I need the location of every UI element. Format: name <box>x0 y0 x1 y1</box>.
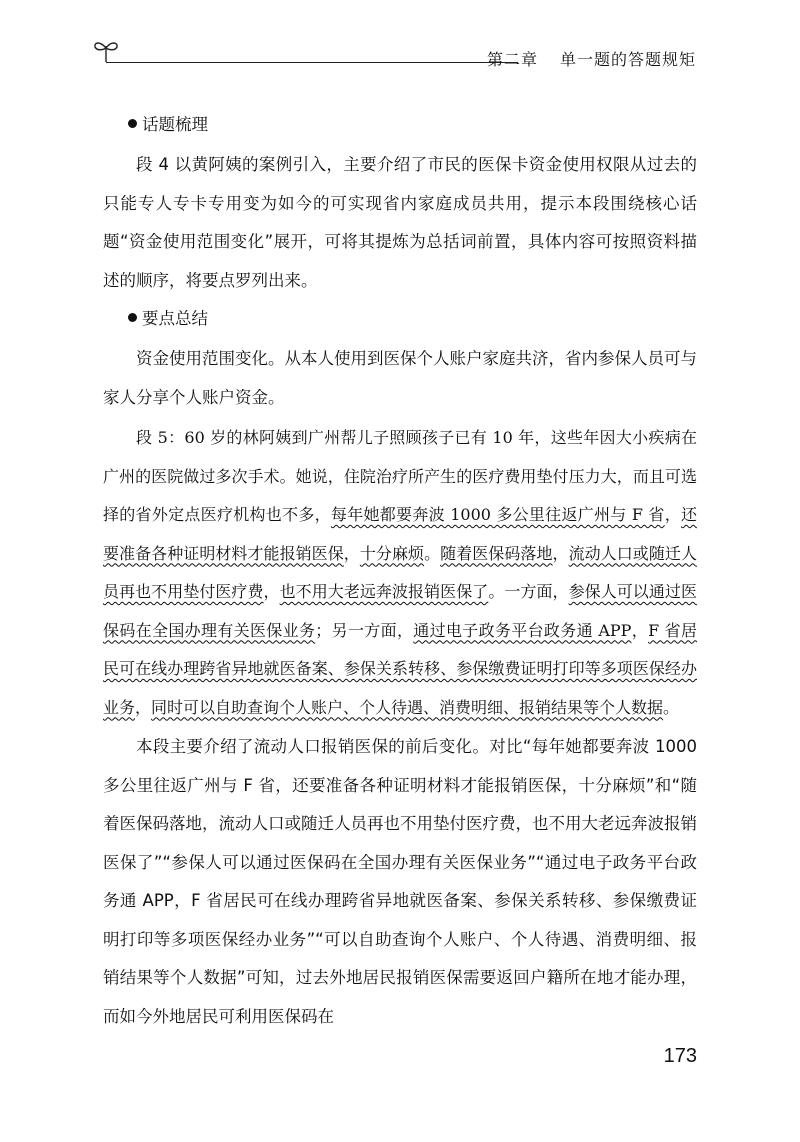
p5-text: ， <box>631 620 649 640</box>
p5-key-phrase: 同时可以自助查询个人账户、个人待遇、消费明细、报销结果等个人数据 <box>151 697 664 717</box>
p5-key-phrase: 也不用大老远奔波报销医保了 <box>279 582 489 601</box>
p5-text: 。 <box>424 543 441 563</box>
p5-key-phrase: 十分麻烦 <box>359 543 425 563</box>
bullet-dot-icon <box>128 119 137 128</box>
analysis-paragraph: 本段主要介绍了流动人口报销医保的前后变化。对比“每年她都要奔波 1000 多公里往返广州与 F 省，还要准备各种证明材料才能报销医保，十分麻烦”和“随着医保码落地，流动人口或随迁人员再也不用垫付医疗费，也不用大老远奔波报销医保了”“参保人可以通过医保码在全国办理有关医保业务”“通过电子政务平台政务通 APP，F 省居民可在线办理跨省异地就医备案、参保关系转移、参保缴费证明打印等多项医保经办业务”“可以自助查询个人账户、个人待遇、消费明细、报销结果等个人数据”可知，过去外地居民报销医保需要返回户籍所在地才能办理，而如今外地居民可利用医保码在 <box>103 737 697 1026</box>
page-number: 173 <box>663 1045 697 1067</box>
p5-text: ， <box>664 505 681 524</box>
summary-paragraph: 资金使用范围变化。从本人使用到医保个人账户家庭共济，省内参保人员可与家人分享个人账户资金。 <box>103 349 697 407</box>
p5-key-phrase: 每年她都要奔波 1000 多公里往返广州与 F 省 <box>330 505 665 524</box>
p5-text: 。 <box>663 697 680 717</box>
p5-key-phrase: 还要准备各种证明材料才能报销医保 <box>103 505 697 563</box>
p5-key-phrase: 流动人口或随迁人员再也不用垫付医疗费 <box>103 543 697 601</box>
bullet-dot-icon <box>128 313 137 322</box>
chapter-name: 单一题的答题规矩 <box>559 50 696 69</box>
chapter-title <box>487 47 696 70</box>
p5-text: 段 5：60 岁的林阿姨到广州帮儿子照顾孩子已有 10 年，这些年因大小疾病在广州的医院做过多次手术。她说，住院治疗所产生的医疗费用垫付压力大，而且可选择的省外定点医疗机构也不多， <box>103 428 697 524</box>
p5-key-phrase: 随着医保码落地 <box>440 543 553 563</box>
summary-heading-text: 要点总结 <box>142 309 208 328</box>
topic-paragraph: 段 4 以黄阿姨的案例引入，主要介绍了市民的医保卡资金使用权限从过去的只能专人专卡专用变为如今的可实现省内家庭成员共用，提示本段围绕核心话题“资金使用范围变化”展开，可将其提炼为总括词前置，具体内容可按照资料描述的顺序，将要点罗列出来。 <box>103 155 697 290</box>
p5-text: 。一方面， <box>488 582 569 601</box>
summary-heading <box>128 309 208 329</box>
p5-text: ， <box>263 582 280 601</box>
topic-heading <box>128 115 208 135</box>
p5-text: ， <box>343 543 360 563</box>
p5-key-phrase: 参保人可以通过医保码在全国办理有关医保业务 <box>103 582 697 640</box>
topic-heading-text: 话题梳理 <box>142 115 208 134</box>
p5-key-phrase: F 省居民可在线办理跨省异地就医备案、参保关系转移、参保缴费证明打印等多项医保经办业务 <box>103 620 697 717</box>
header-rule <box>106 62 518 63</box>
p5-key-phrase: 通过电子政务平台政务通 APP <box>413 620 632 640</box>
running-header <box>92 38 696 68</box>
source-paragraph-5 <box>103 419 697 727</box>
p5-text: ， <box>552 543 569 563</box>
sprout-leaf-icon <box>92 38 122 64</box>
p5-text: ；另一方面， <box>315 620 414 640</box>
chapter-number: 第二章 <box>486 50 538 69</box>
p5-text: ， <box>135 697 152 717</box>
